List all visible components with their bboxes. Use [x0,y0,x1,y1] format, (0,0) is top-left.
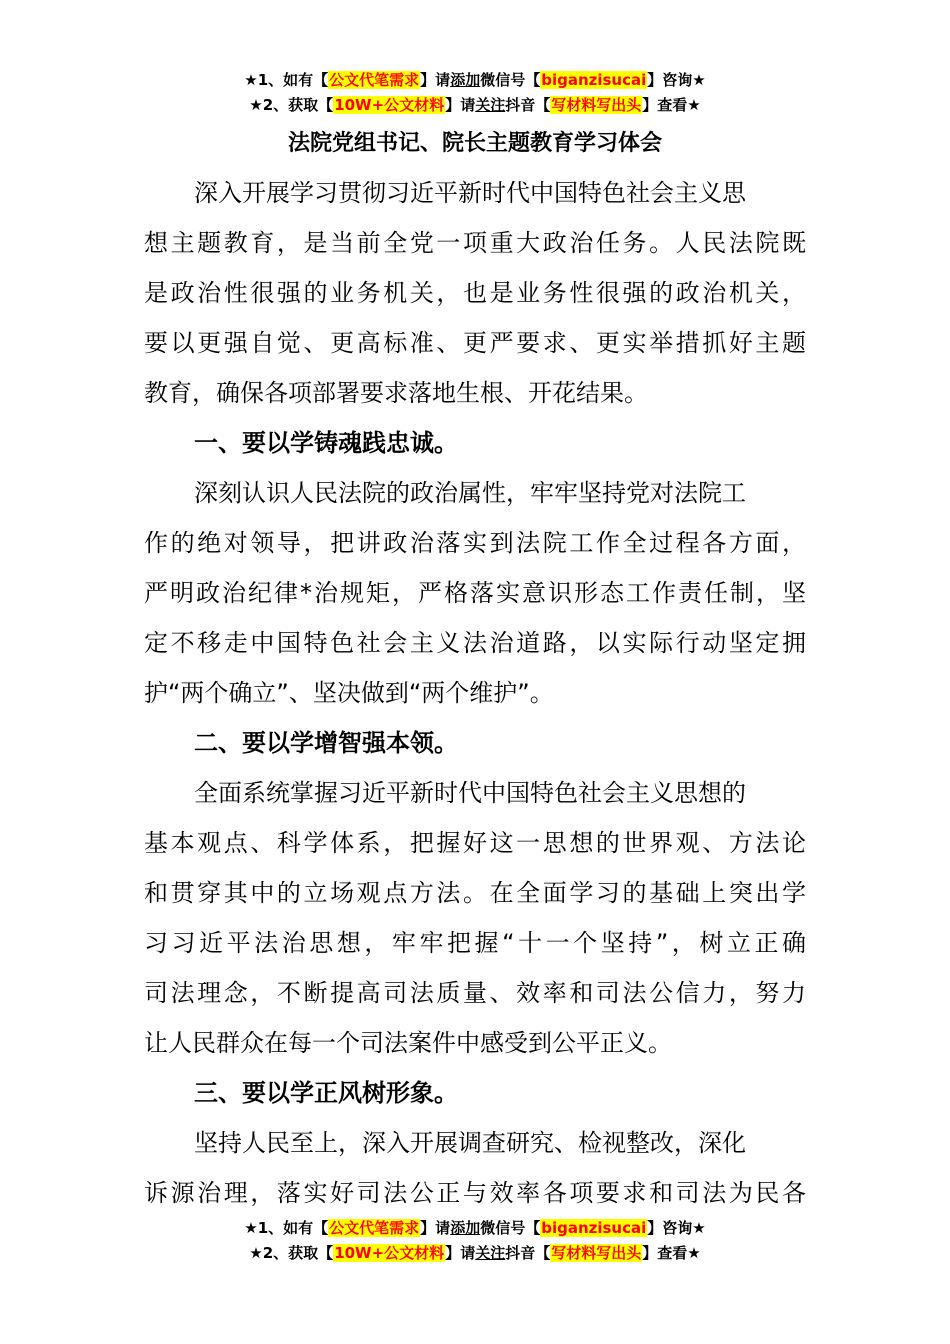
paragraph-line: 诉源治理，落实好司法公正与效率各项要求和司法为民各 [144,1179,806,1207]
promo-highlight: biganzisucai [541,1219,647,1237]
promo-line-2: ★2、获取【10W+公文材料】请关注抖音【写材料写出头】查看★ [249,96,701,114]
paragraph-line: 司法理念，不断提高司法质量、效率和司法公信力，努力 [144,979,806,1007]
paragraph-line: 想主题教育，是当前全党一项重大政治任务。人民法院既 [144,229,806,257]
section-heading: 一、要以学铸魂践忠诚。 [194,429,458,457]
promo-highlight: 公文代笔需求 [329,71,420,89]
paragraph-line: 让人民群众在每一个司法案件中感受到公平正义。 [144,1029,672,1057]
promo-highlight: biganzisucai [541,71,647,89]
section-heading: 三、要以学正风树形象。 [194,1079,458,1107]
document-title: 法院党组书记、院长主题教育学习体会 [287,131,662,156]
paragraph-line: 作的绝对领导，把讲政治落实到法院工作全过程各方面， [144,529,806,557]
promo-line-2: ★2、获取【10W+公文材料】请关注抖音【写材料写出头】查看★ [249,1244,701,1262]
footer-promo-banner [0,1216,950,1266]
promo-line-1: ★1、如有【公文代笔需求】请添加微信号【biganzisucai】咨询★ [244,71,706,89]
paragraph-line: 坚持人民至上，深入开展调查研究、检视整改，深化 [194,1129,746,1157]
paragraph-line: 定不移走中国特色社会主义法治道路，以实际行动坚定拥 [144,629,806,657]
header-promo-banner [0,68,950,118]
promo-highlight: 10W+公文材料 [334,96,445,114]
paragraph-line: 习习近平法治思想，牢牢把握“十一个坚持”，树立正确 [144,929,806,957]
section-heading: 二、要以学增智强本领。 [194,729,458,757]
promo-highlight: 公文代笔需求 [329,1219,420,1237]
paragraph-line: 要以更强自觉、更高标准、更严要求、更实举措抓好主题 [144,329,806,357]
paragraph-line: 是政治性很强的业务机关，也是业务性很强的政治机关， [144,279,806,307]
paragraph-line: 深入开展学习贯彻习近平新时代中国特色社会主义思 [194,179,746,207]
promo-highlight: 写材料写出头 [551,96,642,114]
document-body [144,168,806,1218]
promo-line-1: ★1、如有【公文代笔需求】请添加微信号【biganzisucai】咨询★ [244,1219,706,1237]
promo-highlight: 写材料写出头 [551,1244,642,1262]
paragraph-line: 深刻认识人民法院的政治属性，牢牢坚持党对法院工 [194,479,746,507]
paragraph-line: 和贯穿其中的立场观点方法。在全面学习的基础上突出学 [144,879,806,907]
paragraph-line: 教育，确保各项部署要求落地生根、开花结果。 [144,379,648,407]
paragraph-line: 护“两个确立”、坚决做到“两个维护”。 [144,679,554,707]
paragraph-line: 基本观点、科学体系，把握好这一思想的世界观、方法论 [144,829,806,857]
paragraph-line: 严明政治纪律*治规矩，严格落实意识形态工作责任制，坚 [144,579,806,607]
paragraph-line: 全面系统掌握习近平新时代中国特色社会主义思想的 [194,779,746,807]
promo-highlight: 10W+公文材料 [334,1244,445,1262]
